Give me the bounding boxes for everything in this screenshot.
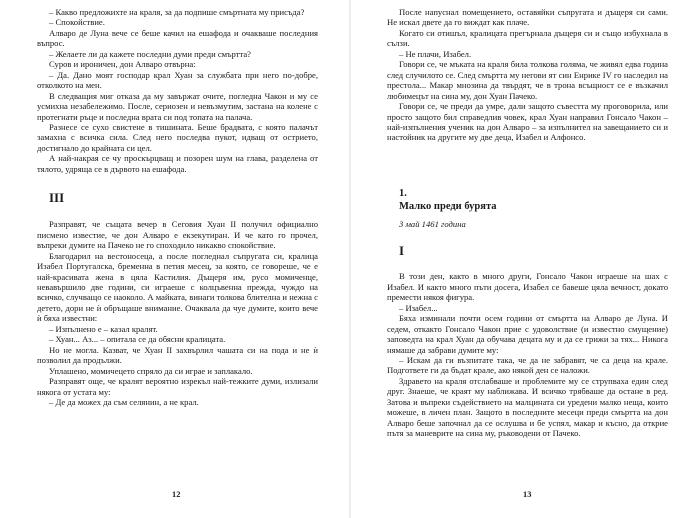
paragraph: Разправят, че същата вечер в Сеговия Хуан II получил официално писмено известие, че дон Алваро е екзекутиран. И че като го прочел, въпреки думите на Пачеко не го споходило никакво спокойствие. [37,219,318,251]
paragraph: Но не могла. Казват, че Хуан II захвърлил чашата си на пода и не ѝ позволил да продължи. [37,344,318,366]
paragraph: Уплашено, момичецето спряло да си играе и заплакало. [49,365,253,376]
paragraph: В този ден, както в много други, Гонсало Чакон играеше на шах с Изабел. И както много пъти досега, Изабел се бавеше цяла вечност, докато премести някоя фигура. [387,271,668,303]
paragraph: – Какво предложихте на краля, за да подпише смъртната му присъда? [49,7,305,17]
paragraph: В следващия миг отказа да му завържат очите, погледна Чакон и му се усмихна незабележимо. После, сериозен и невъзмутим, застана на колене с протегнати ръце и последна врата си под топата на палача. [37,90,318,122]
paragraph: Говори се, че мъката на краля била толкова голяма, че живял едва година след случилото се. След смъртта му негови ят син Енрике IV го наследил на престола... Макар мнозина да твърдят, че в трона всъщност се е възкачил любимецът на сина му, дон Хуан Пачеко. [387,59,668,101]
paragraph: После напуснал помещението, оставяйки съпругата и дъщеря си сами. Не искал двете да го виждат как плаче. [387,7,668,28]
paragraph: – Не плачи, Изабел. [399,48,472,59]
paragraph: Алваро де Луна вече се беше качил на ешафода и очакваше последния въпрос. [37,27,318,49]
chapter-number: 1. [399,187,407,199]
page-number: 13 [523,490,532,499]
section-heading: III [49,190,65,206]
paragraph: – Да. Дано моят господар крал Хуан за службата при него по-добре, отколкото на мен. [37,69,318,91]
chapter-date: 3 май 1461 година [399,218,466,229]
paragraph: Здравето на краля отслабваше и проблемите му се струпваха един след друг. Знаеше, че краят му наближава. И всичко трябваше да остане в ред. Затова и въпреки съдействието на малцината си уредени малко неща, които можеше, в личен план. Защото в последните месеци преди смъртта на дон Алваро беше започнал да се ослушва и бе успял, макар и късно, да открие пътя за маневрите на сина му, ръководени от Пачеко. [387,375,668,439]
paragraph: Разправят още, че кралят вероятно изрекъл най-тежките думи, излизали някога от устата му: [37,376,318,397]
right-page [350,0,700,518]
paragraph: – Изабел... [399,302,438,313]
paragraph: Разнесе се сухо свистене в тишината. Беше брадвата, с която палачът замахна с всичка сила. След него последва пукот, идващ от острието, достигнало до крайната си цел. [37,121,318,153]
paragraph: Благодарил на вестоносеца, а после погледнал съпругата си, кралица Изабел Португалска, бременна в петия месец, за която, се говореше, че е най-красивата жена в цяла Кастилия. Дъщеря им, русо момиченце, невавършило две години, си играеше с колцъвенна прежда, чуждо на всичко, случващо се наоколо. А майката, винаги толкова блителна и нежна с детето, дори не ѝ обръщаше внимание. Очаквала да чуе думите, които вече ѝ бяха известни: [37,250,318,324]
right-page-text [387,7,668,439]
paragraph: – Хуан... Аз... – опитала се да обясни кралицата. [49,334,226,345]
paragraph: Когато си отишъл, кралицата прегърнала дъщеря си и също избухнала в сълзи. [387,27,668,49]
paragraph: – Де да можех да съм селянин, а не крал. [49,396,199,407]
chapter-title: Малко преди бурята [399,200,497,212]
section-heading: I [399,243,405,259]
paragraph: – Спокойствие. [49,17,105,28]
paragraph: – Изпълнено е – казал кралят. [49,323,158,334]
page-number: 12 [172,490,181,499]
paragraph: – Желаете ли да кажете последни думи преди смъртта? [49,48,251,59]
paragraph: Говори се, че преди да умре, дали защото съвестта му проговорила, или просто защото бил справедлив човек, крал Хуан направил Гонсало Чакон – най-изпълнения ученик на дон Алваро – за изпълнител на завещанието си и настойник на другите му две деца, Изабел и Алфонсо. [387,101,668,143]
paragraph: Бяха изминали почти осем години от смъртта на Алваро де Луна. И седем, откакто Гонсало Чакон прие с удоволствие (и известно смущение) заповедта на крал Хуан да обучава децата му и да се грижи за тях... Никога нямаше да забрави думите му: [387,313,668,355]
paragraph: – Искам да ги възпитате така, че да не забравят, че са деца на крале. Подгответе ги да бъдат крале, ако някой ден се наложи. [387,354,668,376]
paragraph: Суров и ироничен, дон Алваро отвърна: [49,59,196,70]
left-page-text [37,7,318,407]
paragraph: А най-накрая се чу проскърцващ и позорен шум на глава, разделена от тялото, удряща се в дървото на ешафода. [37,153,318,174]
